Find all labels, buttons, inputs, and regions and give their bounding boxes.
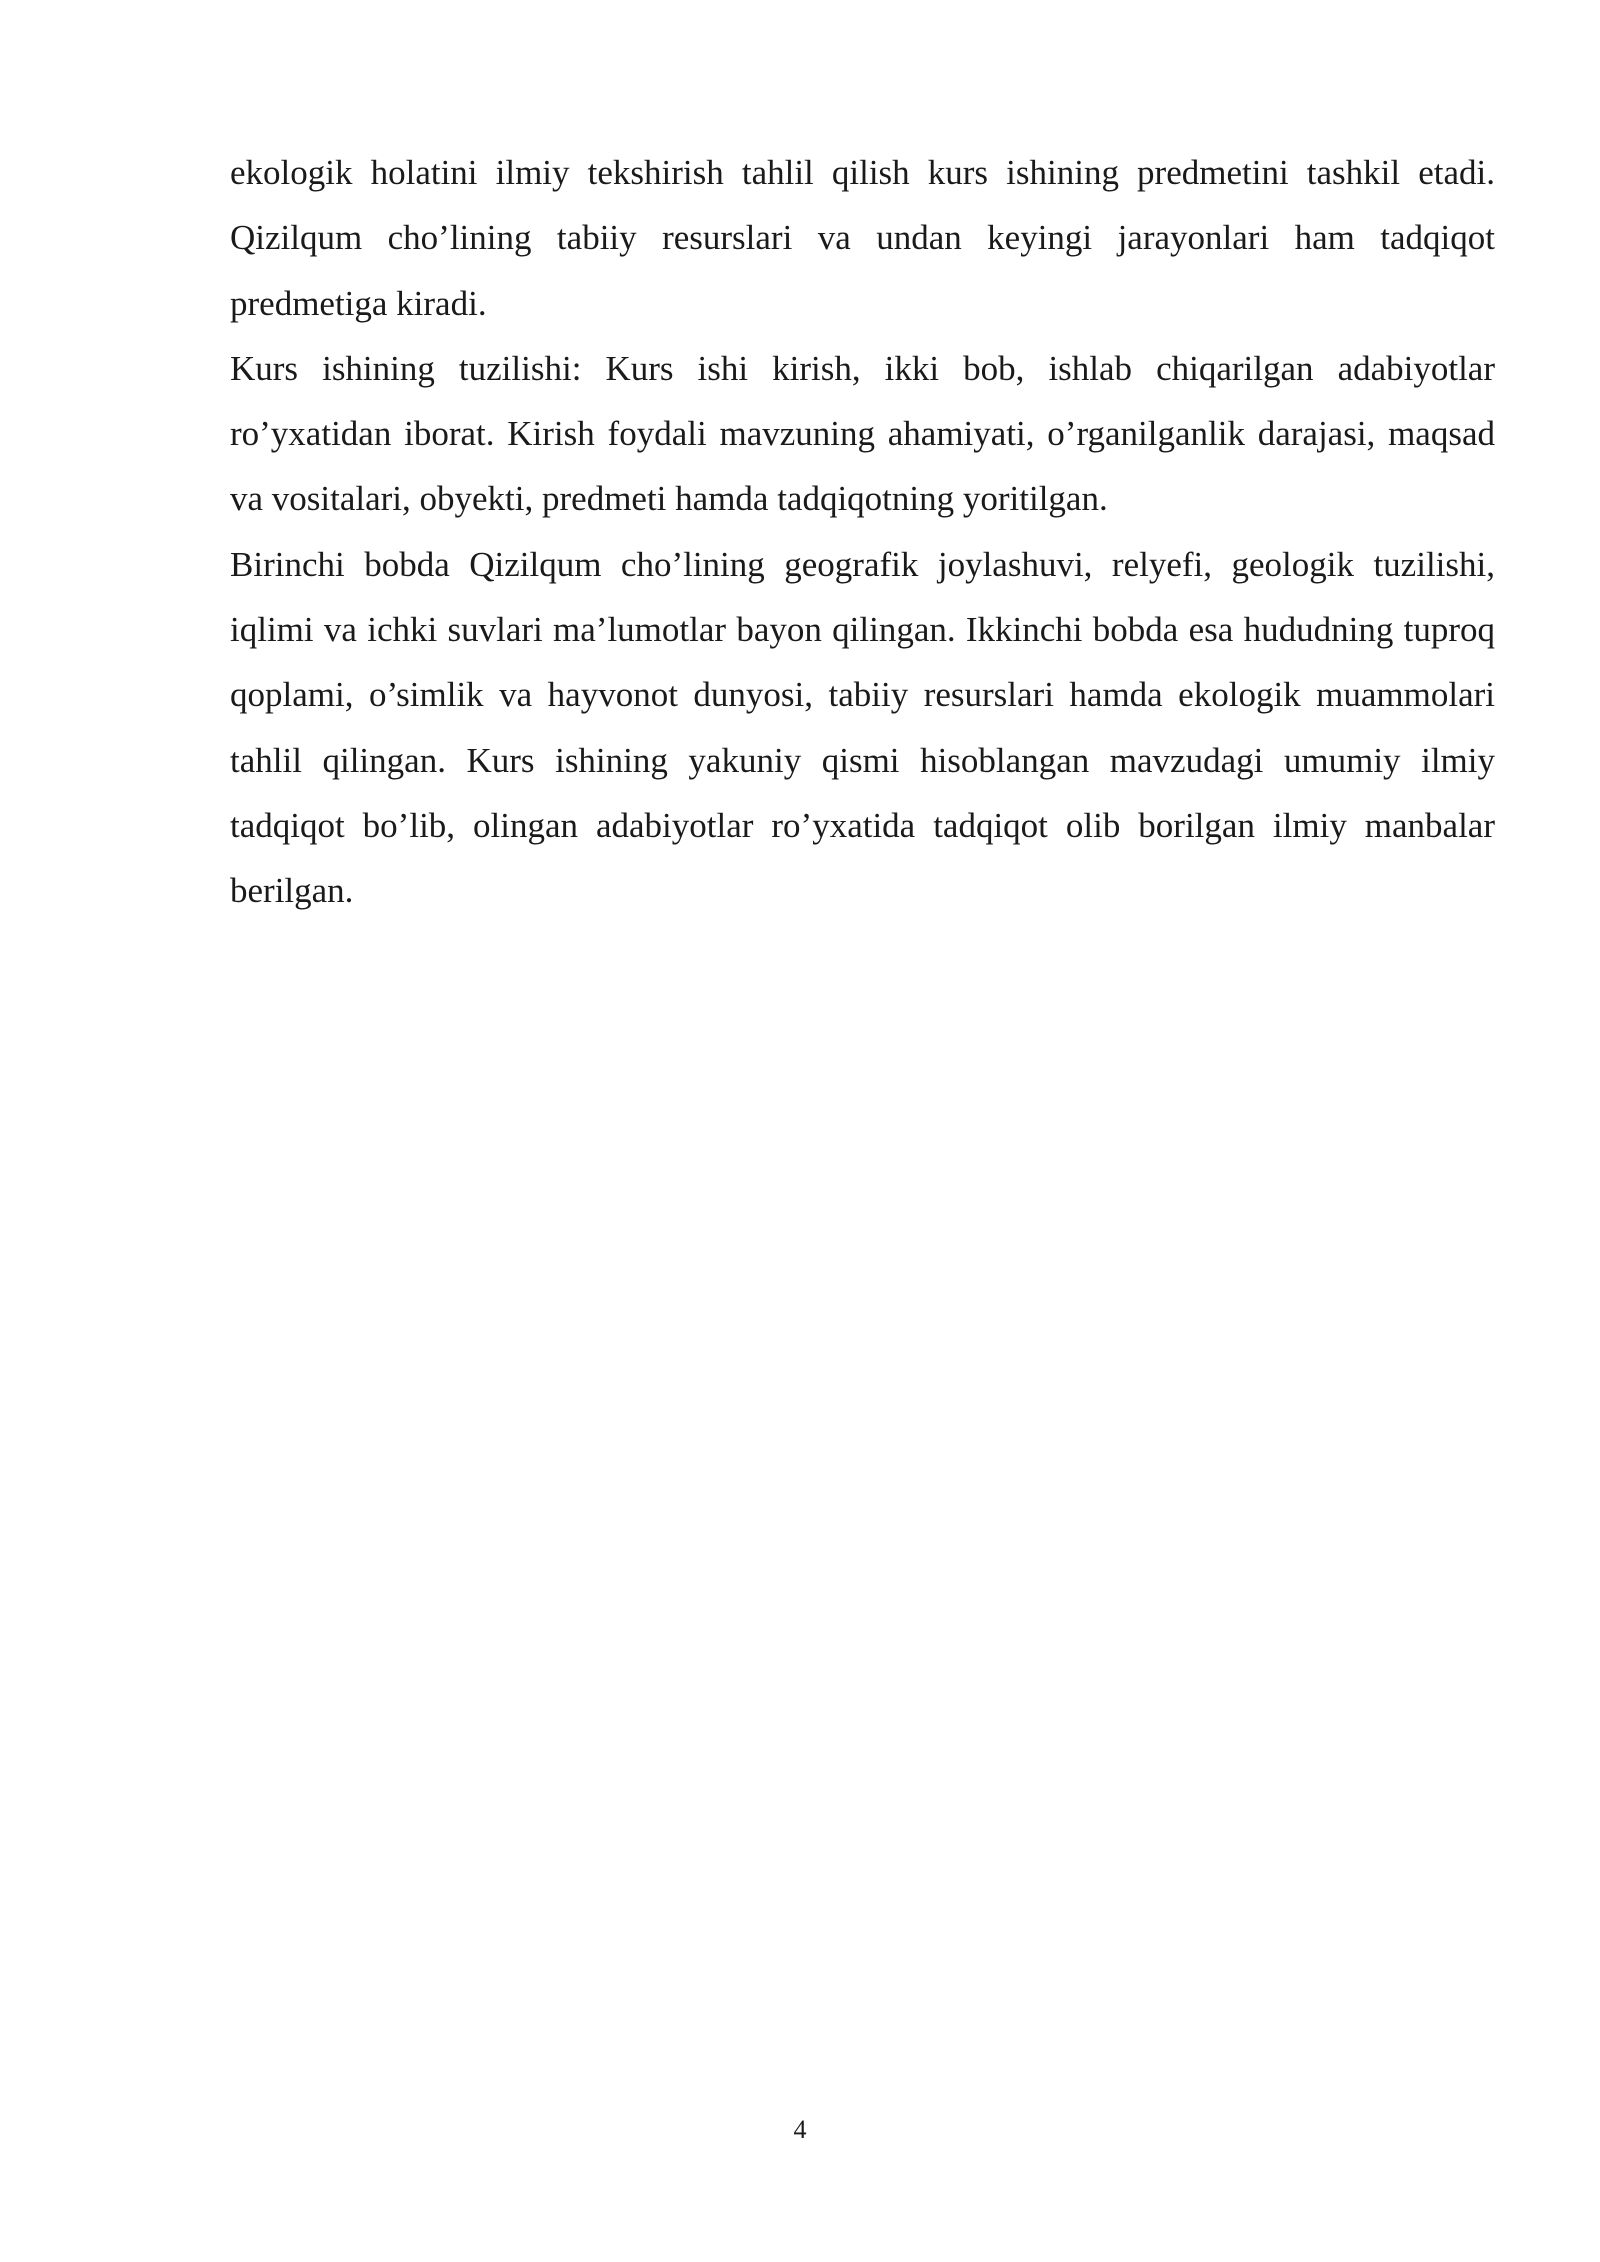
paragraph-structure: Kurs ishining tuzilishi: Kurs ishi kirish, ikki bob, ishlab chiqarilgan adabiyotlar ro’yxatidan iborat. Kirish foydali mavzuning ahamiyati, o’rganilganlik darajasi, maqsad va vositalari, obyekti, predmeti hamda tadqiqotning yoritilgan. [230,348,1495,519]
body-text [230,140,1495,924]
paragraph-object-of-study: ekologik holatini ilmiy tekshirish tahlil qilish kurs ishining predmetini tashkil etadi. Qizilqum cho’lining tabiiy resurslari va undan keyingi jarayonlari ham tadqiqot predmetiga kiradi. [230,153,1495,323]
paragraph-chapters: Birinchi bobda Qizilqum cho’lining geografik joylashuvi, relyefi, geologik tuzilishi, iqlimi va ichki suvlari ma’lumotlar bayon qilingan. Ikkinchi bobda esa hududning tuproq qoplami, o’simlik va hayvonot dunyosi, tabiiy resurslari hamda ekologik muammolari tahlil qilingan. Kurs ishining yakuniy qismi hisoblangan mavzudagi umumiy ilmiy tadqiqot bo’lib, olingan adabiyotlar ro’yxatida tadqiqot olib borilgan ilmiy manbalar berilgan. [230,544,1495,911]
page-number: 4 [793,2115,807,2144]
